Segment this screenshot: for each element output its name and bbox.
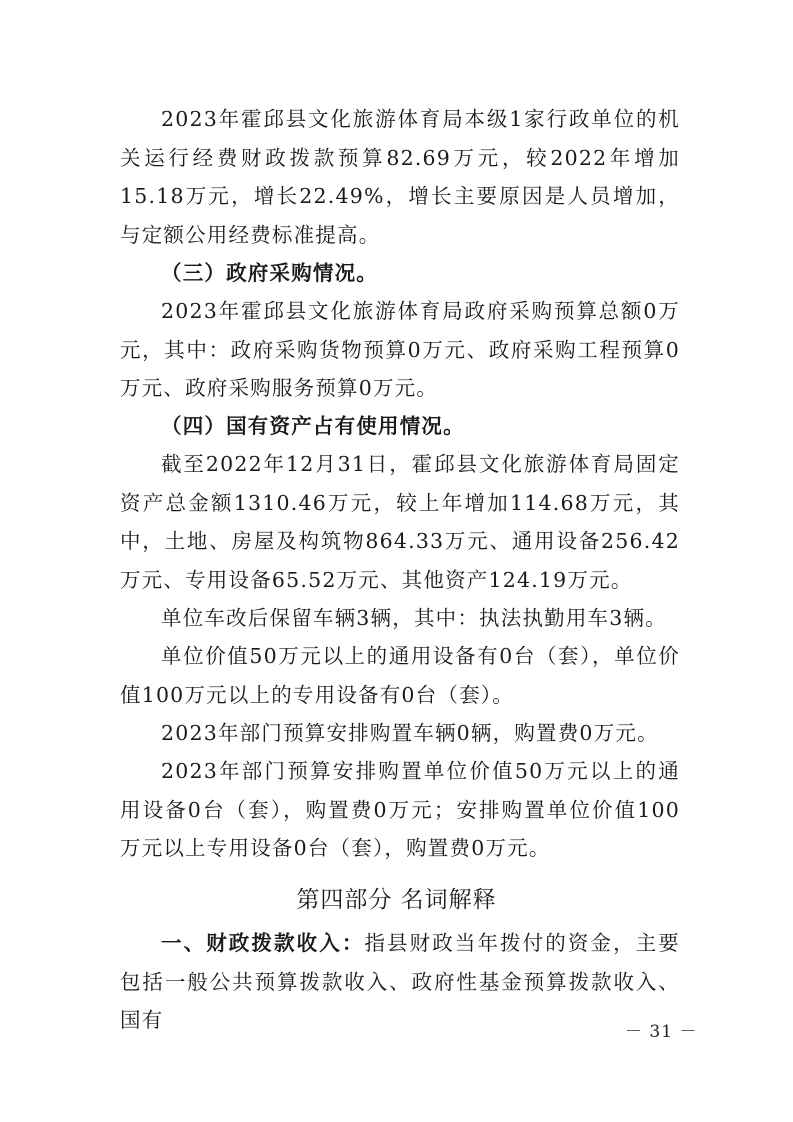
paragraph-equipment-purchase: 2023年部门预算安排购置单位价值50万元以上的通用设备0台（套），购置费0万元；安排购置单位价值100万元以上专用设备0台（套），购置费0万元。: [120, 759, 680, 860]
paragraph-definition-fiscal-appropriation: [120, 924, 680, 1040]
paragraph-equipment: 单位价值50万元以上的通用设备有0台（套），单位价值100万元以上的专用设备有0台（套）。: [120, 644, 680, 707]
paragraph-fixed-assets: 截至2022年12月31日，霍邱县文化旅游体育局固定资产总金额1310.46万元，较上年增加114.68万元，其中，土地、房屋及构筑物864.33万元、通用设备256.42万元、专用设备65.52万元、其他资产124.19万元。: [120, 452, 680, 592]
definition-term: 一、财政拨款收入：: [161, 931, 365, 955]
section-heading-government-procurement: （三）政府采购情况。: [161, 261, 378, 285]
paragraph-government-procurement: 2023年霍邱县文化旅游体育局政府采购预算总额0万元，其中：政府采购货物预算0万元、政府采购工程预算0万元、政府采购服务预算0万元。: [120, 299, 680, 400]
paragraph-admin-expenses: 2023年霍邱县文化旅游体育局本级1家行政单位的机关运行经费财政拨款预算82.69万元，较2022年增加15.18万元，增长22.49%，增长主要原因是人员增加，与定额公用经费标准提高。: [120, 107, 680, 247]
page-number: － 31 －: [625, 1022, 698, 1042]
definition-text: 指县财政当年拨付的资金，主要包括一般公共预算拨款收入、政府性基金预算拨款收入、国有: [120, 931, 680, 1032]
part-title: 第四部分 名词解释: [296, 887, 497, 913]
paragraph-vehicles: 单位车改后保留车辆3辆，其中：执法执勤用车3辆。: [161, 606, 667, 630]
paragraph-vehicle-purchase: 2023年部门预算安排购置车辆0辆，购置费0万元。: [161, 721, 659, 745]
section-heading-state-assets: （四）国有资产占有使用情况。: [161, 414, 465, 438]
